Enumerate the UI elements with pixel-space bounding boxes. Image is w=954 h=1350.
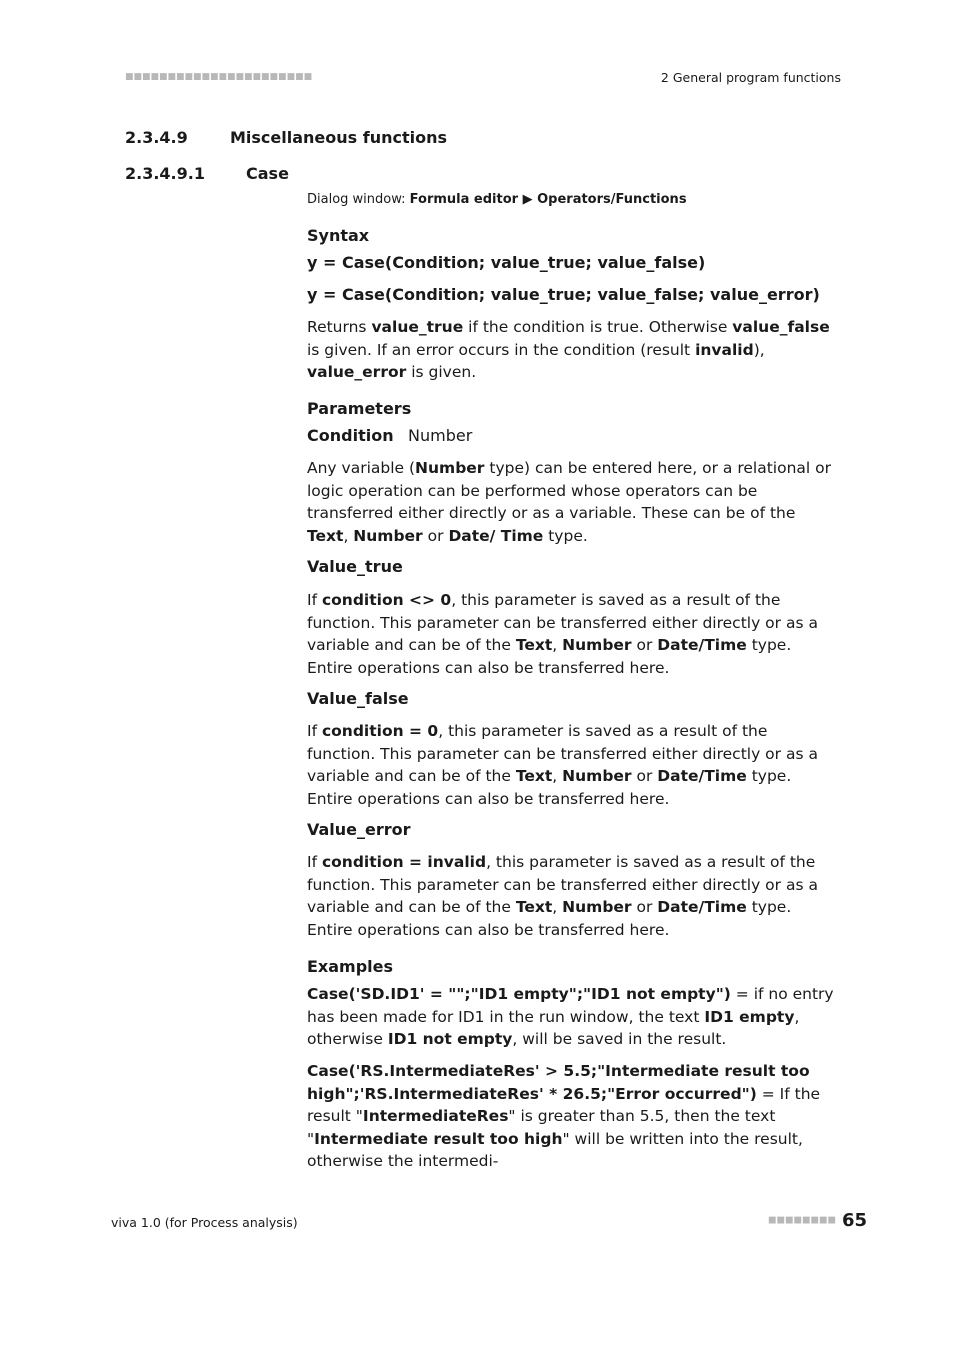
text-run: value_error xyxy=(307,363,407,381)
text-run: Date/ Time xyxy=(448,526,544,545)
section-heading xyxy=(125,128,447,147)
section-title: Miscellaneous functions xyxy=(230,128,448,147)
text-run: Case('SD.ID1' = "";"ID1 empty";"ID1 not empty") xyxy=(307,985,731,1003)
param-condition-desc xyxy=(307,457,839,547)
text-run: , this parameter is saved as a result of the function. This parameter can be transferred either directly or as a variable and can be of the xyxy=(307,591,818,654)
header-chapter: 2 General program functions xyxy=(660,70,841,85)
dialog-path-value: Formula editor ▶ Operators/Functions xyxy=(409,192,687,207)
text-run: , this parameter is saved as a result of the function. This parameter can be transferred either directly or as a variable and can be of the xyxy=(307,722,818,785)
text-run: Text xyxy=(307,526,344,545)
subsection-title: Case xyxy=(246,164,289,183)
text-run: , this parameter is saved as a result of the function. This parameter can be transferred either directly or as a variable and can be of the xyxy=(307,853,818,916)
footer-decoration: ■■■■■■■■ xyxy=(767,1215,836,1226)
text-run: Text xyxy=(515,767,553,785)
param-value-error-name: Value_error xyxy=(307,820,411,839)
text-run: Number xyxy=(562,767,632,785)
param-value-false-desc xyxy=(307,720,839,810)
param-condition-name: Condition xyxy=(307,426,394,445)
text-run: ID1 not empty xyxy=(387,1030,513,1048)
text-run: Number xyxy=(415,459,485,477)
text-run: or xyxy=(631,767,658,785)
text-run: value_true xyxy=(371,318,464,336)
text-run: Date/Time xyxy=(657,767,747,785)
page-number: 65 xyxy=(841,1210,867,1231)
text-run: or xyxy=(631,636,658,654)
subsection-number: 2.3.4.9.1 xyxy=(125,164,205,183)
text-run: Date/Time xyxy=(657,636,747,654)
param-value-error-desc xyxy=(307,851,839,941)
text-run: type. Entire operations can also be transferred here. xyxy=(307,767,792,808)
text-run: " is greater than 5.5, then the text " xyxy=(307,1107,776,1148)
param-value-true-name: Value_true xyxy=(307,557,403,576)
text-run: , xyxy=(552,767,563,785)
text-run: , xyxy=(552,898,563,916)
dialog-prefix: Dialog window: xyxy=(307,192,410,207)
example-1 xyxy=(307,983,839,1051)
text-run: Number xyxy=(353,526,423,545)
param-value-true-desc xyxy=(307,589,839,679)
text-run: IntermediateRes xyxy=(362,1107,509,1125)
subsection-heading xyxy=(125,164,289,183)
text-run: , xyxy=(552,636,563,654)
syntax-line-1: y = Case(Condition; value_true; value_false) xyxy=(307,253,706,272)
text-run: If xyxy=(307,853,322,871)
parameters-heading: Parameters xyxy=(307,399,412,418)
text-run: ID1 empty xyxy=(704,1007,795,1026)
text-run: condition = 0 xyxy=(321,722,439,740)
text-run: " will be written into the result, otherwise the intermedi- xyxy=(307,1129,803,1170)
text-run: Case('RS.IntermediateRes' > 5.5;"Intermediate result too high";'RS.IntermediateRes' * 26.5;"Error occurred") xyxy=(307,1062,810,1103)
examples-heading: Examples xyxy=(307,957,394,976)
text-run: Any variable ( xyxy=(307,459,416,477)
text-run: or xyxy=(422,526,449,545)
text-run: if the condition is true. Otherwise xyxy=(463,318,733,336)
section-number: 2.3.4.9 xyxy=(125,128,188,147)
text-run: value_false xyxy=(732,318,830,336)
text-run: If xyxy=(307,722,322,740)
footer-product: viva 1.0 (for Process analysis) xyxy=(111,1215,298,1230)
param-condition xyxy=(307,426,472,445)
text-run: ), xyxy=(753,340,765,359)
text-run: or xyxy=(631,898,658,916)
text-run: type) can be entered here, or a relational or logic operation can be performed whose operators can be transferred either directly or as a variable. These can be of the xyxy=(307,459,832,522)
text-run: condition = invalid xyxy=(321,853,487,871)
text-run: type. Entire operations can also be transferred here. xyxy=(307,636,792,677)
text-run: type. Entire operations can also be transferred here. xyxy=(307,898,792,939)
text-run: Number xyxy=(562,898,632,916)
text-run: Text xyxy=(515,898,553,916)
footer-page xyxy=(768,1210,867,1231)
text-run: Returns xyxy=(307,318,372,336)
example-2 xyxy=(307,1060,839,1173)
text-run: is given. xyxy=(406,363,477,381)
text-run: Intermediate result too high xyxy=(314,1129,563,1148)
text-run: Number xyxy=(562,636,632,654)
text-run: , will be saved in the result. xyxy=(512,1030,727,1048)
param-condition-type: Number xyxy=(408,426,473,445)
header-decoration: ■■■■■■■■■■■■■■■■■■■■■■ xyxy=(125,72,313,82)
text-run: type. xyxy=(543,526,588,545)
text-run: = If the result " xyxy=(307,1084,821,1125)
text-run: If xyxy=(307,591,322,609)
text-run: , xyxy=(343,526,354,545)
param-value-false-name: Value_false xyxy=(307,689,409,708)
text-run: Date/Time xyxy=(657,898,747,916)
text-run: , otherwise xyxy=(307,1007,800,1048)
text-run: invalid xyxy=(695,340,754,359)
text-run: = if no entry has been made for ID1 in the run window, the text xyxy=(307,985,834,1026)
syntax-description xyxy=(307,316,839,384)
syntax-line-2: y = Case(Condition; value_true; value_false; value_error) xyxy=(307,285,820,304)
syntax-heading: Syntax xyxy=(307,226,370,245)
text-run: Text xyxy=(515,636,553,654)
text-run: condition <> 0 xyxy=(321,591,452,609)
text-run: is given. If an error occurs in the condition (result xyxy=(307,340,696,359)
dialog-path xyxy=(307,192,687,207)
